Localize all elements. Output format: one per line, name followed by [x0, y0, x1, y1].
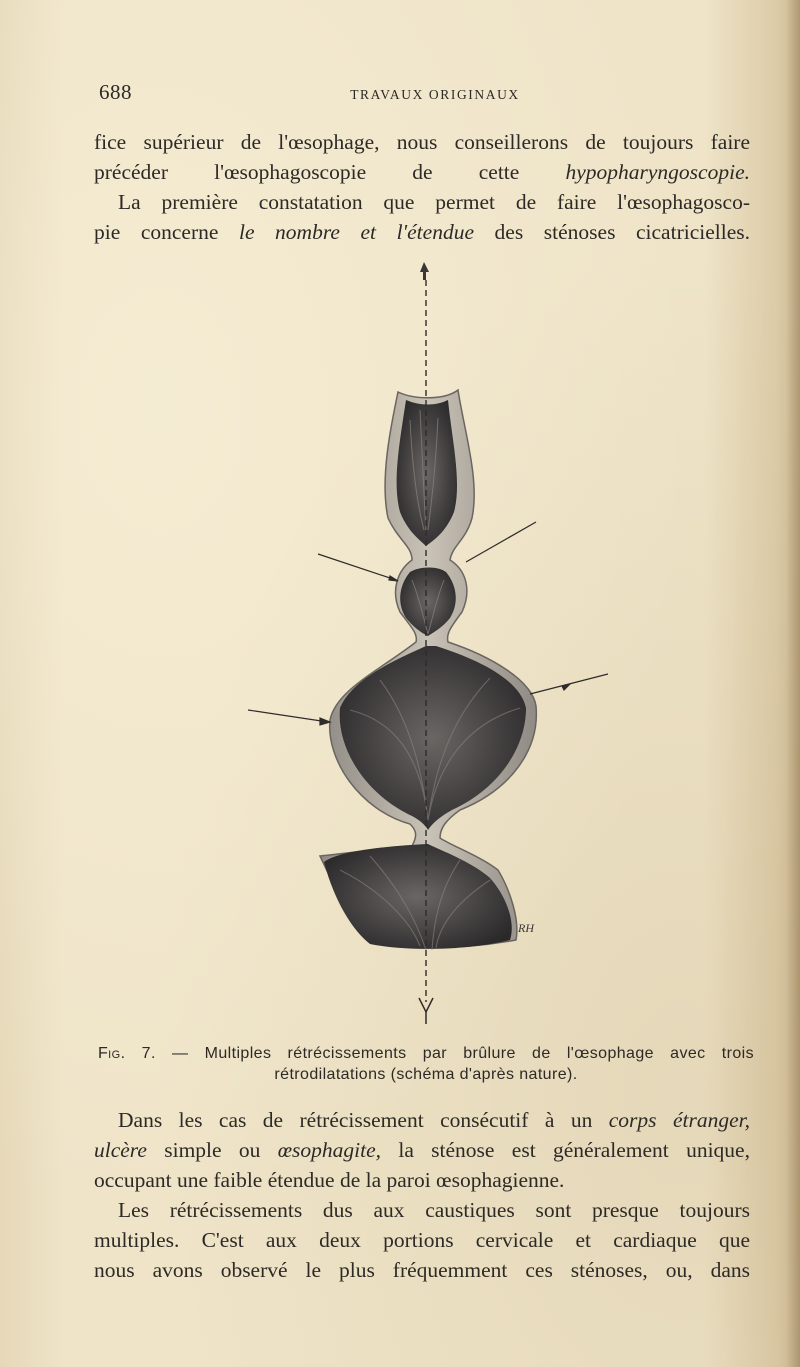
running-head: TRAVAUX ORIGINAUX: [350, 87, 520, 102]
figure-caption: [98, 1043, 754, 1085]
top-paragraph: [94, 127, 750, 247]
page-spine-shadow: [786, 0, 800, 1367]
italic-term: ulcère: [94, 1138, 147, 1162]
top-arrow: [420, 262, 429, 280]
italic-term: œsophagite,: [277, 1138, 382, 1162]
esophagus-stenosis-figure: [240, 250, 620, 1030]
text-line: Les rétrécissements dus aux caustiques sont presque toujours: [118, 1198, 750, 1222]
text-line: nous avons observé le plus fréquemment ces sténoses, ou, dans: [94, 1258, 750, 1282]
page-header: [99, 80, 749, 110]
text-line: pie concerne le nombre et l'étendue des sténoses cicatricielles.: [94, 220, 750, 244]
text-line: occupant une faible étendue de la paroi œsophagienne.: [94, 1168, 565, 1192]
italic-term: hypopharyngoscopie.: [565, 160, 750, 184]
italic-term: corps étranger,: [608, 1108, 751, 1132]
text-line: Dans les cas de rétrécissement consécutif à un corps étranger,: [118, 1108, 751, 1132]
artist-signature: RH: [518, 921, 534, 935]
figure-label: Fig. 7.: [98, 1045, 156, 1062]
caption-line: Fig. 7. — Multiples rétrécissements par brûlure de l'œsophage avec trois: [98, 1045, 755, 1062]
page-number: 688: [99, 80, 132, 104]
text-line: multiples. C'est aux deux portions cervicale et cardiaque que: [94, 1228, 750, 1252]
text-line: précéder l'œsophagoscopie de cette hypopharyngoscopie.: [94, 160, 750, 184]
italic-term: le nombre et l'étendue: [238, 220, 474, 244]
text-line: La première constatation que permet de faire l'œsophagosco-: [118, 190, 750, 214]
caption-line: rétrodilatations (schéma d'après nature).: [274, 1066, 578, 1083]
text-line: ulcère simple ou œsophagite, la sténose est généralement unique,: [94, 1138, 750, 1162]
bottom-paragraph: [94, 1105, 750, 1285]
large-dilatation: [340, 646, 526, 830]
text-line: fice supérieur de l'œsophage, nous conseillerons de toujours faire: [94, 130, 750, 154]
